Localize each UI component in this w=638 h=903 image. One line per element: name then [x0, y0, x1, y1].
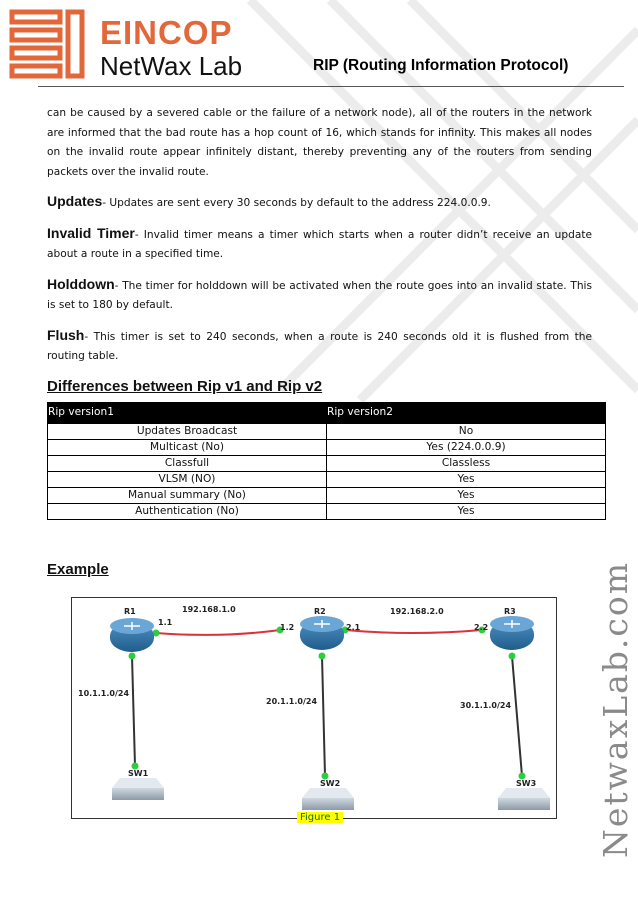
side-watermark: NetwaxLab.com: [596, 560, 635, 858]
table-cell: VLSM (NO): [48, 471, 327, 487]
invalid-timer-paragraph: [47, 224, 592, 265]
lan1-label: 10.1.1.0/24: [78, 689, 130, 698]
lan3-label: 30.1.1.0/24: [460, 701, 512, 710]
switch-sw3-label: SW3: [516, 779, 537, 788]
table-cell: Classfull: [48, 455, 327, 471]
brand-name-top: EINCOP: [100, 14, 233, 51]
network-diagram: [71, 597, 557, 819]
differences-table: [47, 402, 606, 520]
flush-paragraph: [47, 326, 592, 367]
wan-link-r1-r2: [156, 630, 280, 635]
r1-interface-label: 1.1: [158, 618, 173, 627]
r2-right-interface-label: 2.1: [346, 623, 361, 632]
holddown-paragraph: [47, 275, 592, 316]
figure-caption: Figure 1: [297, 812, 343, 823]
table-row: [48, 487, 606, 503]
net-r2-r3-label: 192.168.2.0: [390, 607, 444, 616]
table-cell: Multicast (No): [48, 439, 327, 455]
table-row: [48, 503, 606, 519]
switch-sw3-icon: [498, 788, 550, 810]
switch-sw2-icon: [302, 788, 354, 810]
table-cell: Authentication (No): [48, 503, 327, 519]
page-content: [47, 104, 592, 520]
example-heading: Example: [47, 561, 109, 578]
header-divider: [38, 86, 624, 87]
updates-text: - Updates are sent every 30 seconds by default to the address 224.0.0.9.: [102, 197, 491, 209]
lan-link-r2-sw2: [322, 656, 325, 776]
network-diagram-canvas: [72, 598, 556, 818]
router-r3-icon: [490, 616, 534, 650]
router-r1-icon: [110, 618, 154, 652]
table-header-cell: Rip version1: [48, 403, 327, 424]
router-r2-icon: [300, 616, 344, 650]
switch-sw1-icon: [112, 778, 164, 800]
table-header-cell: Rip version2: [327, 403, 606, 424]
lan-link-r3-sw3: [512, 656, 522, 776]
router-r3-label: R3: [504, 607, 516, 616]
document-title: RIP (Routing Information Protocol): [313, 57, 569, 74]
r3-interface-label: 2.2: [474, 623, 489, 632]
brand-logo: [8, 8, 268, 80]
holddown-text: - The timer for holddown will be activated when the route goes into an invalid state. This is set to 180 by default.: [47, 279, 592, 311]
table-cell: Updates Broadcast: [48, 423, 327, 439]
table-cell: Manual summary (No): [48, 487, 327, 503]
table-header-row: [48, 403, 606, 424]
table-cell: Yes: [327, 487, 606, 503]
invalid-timer-term: Invalid Timer: [47, 224, 135, 241]
updates-paragraph: [47, 192, 592, 214]
router-r1-label: R1: [124, 607, 136, 616]
table-row: [48, 423, 606, 439]
holddown-term: Holddown: [47, 275, 115, 292]
router-r2-label: R2: [314, 607, 326, 616]
switch-sw2-label: SW2: [320, 779, 341, 788]
r2-left-interface-label: 1.2: [280, 623, 295, 632]
table-row: [48, 455, 606, 471]
page-header: [0, 0, 638, 90]
flush-text: - This timer is set to 240 seconds, when a route is 240 seconds old it is flushed from the routing table.: [47, 330, 592, 362]
differences-heading: Differences between Rip v1 and Rip v2: [47, 377, 323, 395]
table-row: [48, 471, 606, 487]
net-r1-r2-label: 192.168.1.0: [182, 605, 236, 614]
intro-paragraph: can be caused by a severed cable or the failure of a network node), all of the routers in the network are informed that the bad route has a hop count of 16, which stands for infinity. This makes all nodes on the invalid route appear infinitely distant, thereby preventing any of the routers from sending packets over the invalid route.: [47, 107, 592, 178]
wan-link-r2-r3: [345, 630, 482, 633]
table-cell: Classless: [327, 455, 606, 471]
lan2-label: 20.1.1.0/24: [266, 697, 318, 706]
brand-logo-icon: [8, 8, 88, 80]
table-row: [48, 439, 606, 455]
switch-sw1-label: SW1: [128, 769, 149, 778]
invalid-timer-text: - Invalid timer means a timer which starts when a router didn’t receive an update about a route in a specified time.: [47, 228, 593, 260]
lan-link-r1-sw1: [132, 656, 135, 766]
flush-term: Flush: [47, 326, 85, 343]
table-cell: Yes (224.0.0.9): [327, 439, 606, 455]
table-cell: Yes: [327, 503, 606, 519]
table-cell: Yes: [327, 471, 606, 487]
brand-name-bottom: NetWax Lab: [100, 51, 243, 81]
table-cell: No: [327, 423, 606, 439]
updates-term: Updates: [47, 193, 103, 209]
